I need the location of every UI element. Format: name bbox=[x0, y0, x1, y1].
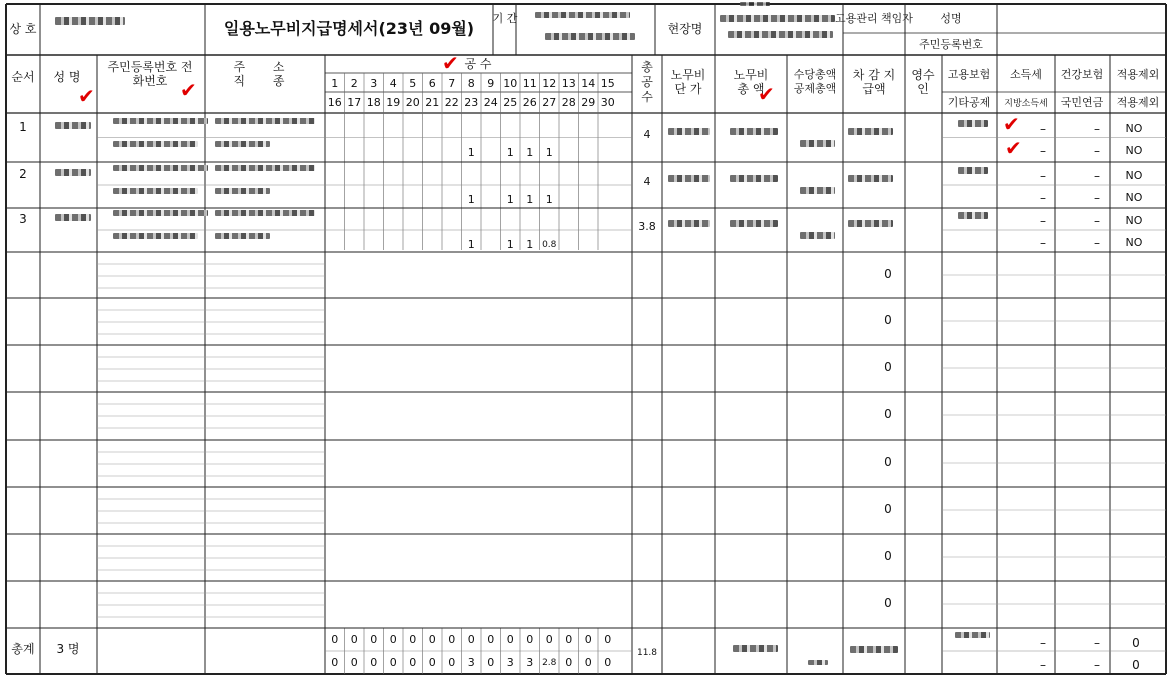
redacted-block bbox=[730, 175, 778, 182]
day-number: 30 bbox=[600, 96, 615, 109]
red-checkmark-icon: ✔ bbox=[180, 78, 197, 102]
totals-count: 3 명 bbox=[56, 642, 80, 656]
day-number: 6 bbox=[428, 77, 436, 90]
redacted-block bbox=[850, 646, 898, 653]
pension-header: 국민연금 bbox=[1060, 96, 1104, 109]
total-day-value: 0 bbox=[448, 656, 456, 669]
redacted-block bbox=[535, 12, 630, 18]
redacted-block bbox=[808, 660, 828, 665]
total-day-value: 0 bbox=[350, 656, 358, 669]
local-tax-value: – bbox=[1040, 143, 1046, 158]
exempt-header-2: 적용제외 bbox=[1116, 96, 1160, 109]
total-day-value: 0 bbox=[389, 656, 397, 669]
total-day-value: 0 bbox=[467, 633, 475, 646]
local-tax-header: 지방소득세 bbox=[1004, 99, 1048, 109]
allowance-deduction-header: 수당총액 공제총액 bbox=[793, 68, 837, 95]
empty-net-pay: 0 bbox=[884, 360, 892, 374]
exempt-value: NO bbox=[1125, 169, 1143, 182]
redacted-block bbox=[848, 220, 893, 227]
redacted-block bbox=[113, 141, 198, 147]
day-number: 10 bbox=[503, 77, 518, 90]
redacted-block bbox=[215, 233, 270, 239]
exempt-value: NO bbox=[1125, 143, 1143, 157]
pension-value: – bbox=[1094, 191, 1100, 205]
redacted-block bbox=[800, 187, 835, 194]
workday-value: 1 bbox=[467, 193, 475, 206]
pension-value: – bbox=[1094, 143, 1100, 158]
receipt-header: 영수 인 bbox=[911, 68, 935, 96]
day-number: 24 bbox=[483, 96, 498, 109]
total-day-value: 0 bbox=[428, 656, 436, 669]
workday-value: 1 bbox=[526, 145, 534, 159]
day-number: 15 bbox=[600, 77, 615, 90]
row-seq: 1 bbox=[19, 119, 27, 134]
empty-net-pay: 0 bbox=[884, 313, 892, 327]
workday-value: 1 bbox=[506, 145, 514, 159]
day-number: 3 bbox=[370, 77, 378, 90]
day-number: 22 bbox=[444, 96, 459, 109]
workday-value: 1 bbox=[545, 145, 553, 159]
redacted-block bbox=[800, 232, 835, 239]
health-value: – bbox=[1094, 169, 1100, 183]
total-day-value: 3 bbox=[506, 656, 514, 669]
address-job-header: 주 소 직 종 bbox=[233, 60, 297, 88]
redacted-block bbox=[215, 188, 270, 194]
red-checkmark-icon: ✔ bbox=[442, 51, 459, 75]
income-tax-value: – bbox=[1040, 214, 1046, 228]
redacted-block bbox=[668, 220, 710, 227]
empty-net-pay: 0 bbox=[884, 549, 892, 563]
redacted-block bbox=[113, 188, 198, 194]
redacted-block bbox=[730, 220, 778, 227]
day-number: 1 bbox=[331, 77, 339, 90]
workday-value: 1 bbox=[467, 238, 475, 251]
health-ins-header: 건강보험 bbox=[1060, 68, 1104, 81]
total-income-tax: – bbox=[1040, 636, 1046, 650]
empty-net-pay: 0 bbox=[884, 596, 892, 610]
workday-value: 0.8 bbox=[542, 240, 557, 250]
redacted-block bbox=[55, 169, 91, 176]
redacted-block bbox=[668, 128, 710, 135]
total-day-value: 0 bbox=[545, 633, 553, 646]
row-total-work: 4 bbox=[643, 175, 651, 188]
total-day-value: 0 bbox=[565, 633, 573, 646]
redacted-block bbox=[55, 122, 91, 129]
red-checkmark-icon: ✔ bbox=[758, 82, 775, 106]
day-number: 13 bbox=[561, 77, 576, 90]
redacted-block bbox=[113, 233, 198, 239]
empty-net-pay: 0 bbox=[884, 407, 892, 421]
redacted-block bbox=[720, 15, 835, 22]
red-checkmark-icon: ✔ bbox=[78, 84, 95, 108]
day-number: 27 bbox=[542, 96, 557, 109]
total-day-value: 0 bbox=[448, 633, 456, 646]
redacted-block bbox=[215, 210, 315, 216]
redacted-block bbox=[730, 128, 778, 135]
total-exempt-2: 0 bbox=[1132, 658, 1140, 672]
workdays-header: 공 수 bbox=[464, 57, 492, 71]
redacted-block bbox=[215, 165, 315, 171]
total-day-value: 0 bbox=[350, 633, 358, 646]
period-label: 기 간 bbox=[492, 12, 518, 25]
total-day-value: 0 bbox=[370, 656, 378, 669]
other-deduction-header: 기타공제 bbox=[947, 96, 991, 109]
day-number: 4 bbox=[389, 77, 397, 90]
redacted-block bbox=[728, 31, 833, 38]
redacted-block bbox=[55, 17, 125, 25]
empty-net-pay: 0 bbox=[884, 502, 892, 516]
total-day-value: 0 bbox=[604, 633, 612, 646]
redacted-block bbox=[800, 140, 835, 147]
day-number: 21 bbox=[425, 96, 440, 109]
row-seq: 3 bbox=[19, 212, 27, 226]
manager-label: 고용관리 책임자 bbox=[835, 12, 913, 25]
redacted-block bbox=[55, 214, 91, 221]
manager-rrn-label: 주민등록번호 bbox=[919, 38, 983, 51]
workday-value: 1 bbox=[506, 238, 514, 251]
income-tax-value: – bbox=[1040, 121, 1046, 136]
exempt-header: 적용제외 bbox=[1116, 68, 1160, 81]
health-value: – bbox=[1094, 121, 1100, 136]
redacted-block bbox=[215, 118, 315, 124]
redacted-block bbox=[113, 210, 208, 216]
day-number: 7 bbox=[448, 77, 456, 90]
total-local-tax: – bbox=[1040, 658, 1046, 672]
row-seq: 2 bbox=[19, 167, 27, 181]
red-checkmark-icon: ✔ bbox=[1005, 136, 1022, 160]
total-day-value: 0 bbox=[487, 656, 495, 669]
day-number: 25 bbox=[503, 96, 518, 109]
exempt-value: NO bbox=[1125, 191, 1143, 204]
total-day-value: 0 bbox=[487, 633, 495, 646]
redacted-block bbox=[848, 128, 893, 135]
income-tax-header: 소득세 bbox=[1010, 68, 1042, 81]
redacted-block bbox=[955, 632, 990, 638]
net-pay-header: 차 감 지급액 bbox=[852, 68, 896, 96]
total-work-header: 총 공 수 bbox=[641, 60, 653, 104]
total-day-value: 0 bbox=[428, 633, 436, 646]
exempt-value: NO bbox=[1125, 214, 1143, 227]
day-number: 23 bbox=[464, 96, 479, 109]
redacted-block bbox=[113, 118, 208, 124]
redacted-block bbox=[958, 212, 988, 219]
day-number: 9 bbox=[487, 77, 495, 90]
redacted-block bbox=[958, 120, 988, 127]
exempt-value: NO bbox=[1125, 236, 1143, 249]
health-value: – bbox=[1094, 214, 1100, 228]
workday-value: 1 bbox=[467, 145, 475, 159]
total-pension: – bbox=[1094, 658, 1100, 672]
rrn-phone-header: 주민등록번호 전화번호 bbox=[107, 60, 193, 88]
empty-net-pay: 0 bbox=[884, 267, 892, 281]
redacted-block bbox=[733, 645, 778, 652]
total-day-value: 0 bbox=[506, 633, 514, 646]
day-number: 12 bbox=[542, 77, 557, 90]
totals-label: 총계 bbox=[11, 642, 35, 656]
local-tax-value: – bbox=[1040, 191, 1046, 205]
total-day-value: 3 bbox=[467, 656, 475, 669]
document-title: 일용노무비지급명세서(23년 09월) bbox=[223, 19, 475, 38]
workday-value: 1 bbox=[545, 193, 553, 206]
total-labor-header: 노무비 총 액 bbox=[733, 68, 769, 96]
redacted-block bbox=[113, 165, 208, 171]
day-number: 2 bbox=[350, 77, 358, 90]
day-number: 29 bbox=[581, 96, 596, 109]
red-checkmark-icon: ✔ bbox=[1003, 112, 1020, 136]
total-health: – bbox=[1094, 636, 1100, 650]
day-number: 17 bbox=[347, 96, 362, 109]
total-day-value: 0 bbox=[370, 633, 378, 646]
total-day-value: 0 bbox=[584, 656, 592, 669]
local-tax-value: – bbox=[1040, 236, 1046, 250]
company-label: 상 호 bbox=[9, 22, 37, 36]
day-number: 18 bbox=[366, 96, 381, 109]
redacted-block bbox=[848, 175, 893, 182]
redacted-block bbox=[740, 2, 770, 6]
day-number: 20 bbox=[405, 96, 420, 109]
day-number: 11 bbox=[522, 77, 537, 90]
redacted-block bbox=[545, 33, 635, 40]
total-day-value: 0 bbox=[526, 633, 534, 646]
exempt-value: NO bbox=[1125, 121, 1143, 135]
emp-ins-header: 고용보험 bbox=[947, 68, 991, 81]
row-total-work: 4 bbox=[643, 127, 651, 141]
total-day-value: 0 bbox=[389, 633, 397, 646]
total-day-value: 0 bbox=[604, 656, 612, 669]
redacted-block bbox=[958, 167, 988, 174]
total-day-value: 2.8 bbox=[542, 658, 557, 668]
day-number: 5 bbox=[409, 77, 417, 90]
grand-total-work: 11.8 bbox=[636, 648, 658, 658]
day-number: 19 bbox=[386, 96, 401, 109]
day-number: 14 bbox=[581, 77, 596, 90]
seq-header: 순서 bbox=[11, 70, 35, 84]
day-number: 26 bbox=[522, 96, 537, 109]
total-exempt: 0 bbox=[1132, 636, 1140, 650]
workday-value: 1 bbox=[526, 238, 534, 251]
total-day-value: 3 bbox=[526, 656, 534, 669]
day-number: 16 bbox=[327, 96, 342, 109]
total-day-value: 0 bbox=[409, 633, 417, 646]
row-total-work: 3.8 bbox=[638, 220, 656, 233]
manager-name-label: 성명 bbox=[940, 12, 962, 25]
site-label: 현장명 bbox=[667, 22, 703, 36]
workday-value: 1 bbox=[526, 193, 534, 206]
total-day-value: 0 bbox=[409, 656, 417, 669]
total-day-value: 0 bbox=[565, 656, 573, 669]
workday-value: 1 bbox=[506, 193, 514, 206]
day-number: 28 bbox=[561, 96, 576, 109]
unit-price-header: 노무비 단 가 bbox=[670, 68, 706, 96]
empty-net-pay: 0 bbox=[884, 455, 892, 469]
total-day-value: 0 bbox=[331, 633, 339, 646]
name-header: 성 명 bbox=[53, 70, 81, 84]
redacted-block bbox=[215, 141, 270, 147]
income-tax-value: – bbox=[1040, 169, 1046, 183]
total-day-value: 0 bbox=[331, 656, 339, 669]
pension-value: – bbox=[1094, 236, 1100, 250]
total-day-value: 0 bbox=[584, 633, 592, 646]
redacted-block bbox=[668, 175, 710, 182]
day-number: 8 bbox=[467, 77, 475, 90]
